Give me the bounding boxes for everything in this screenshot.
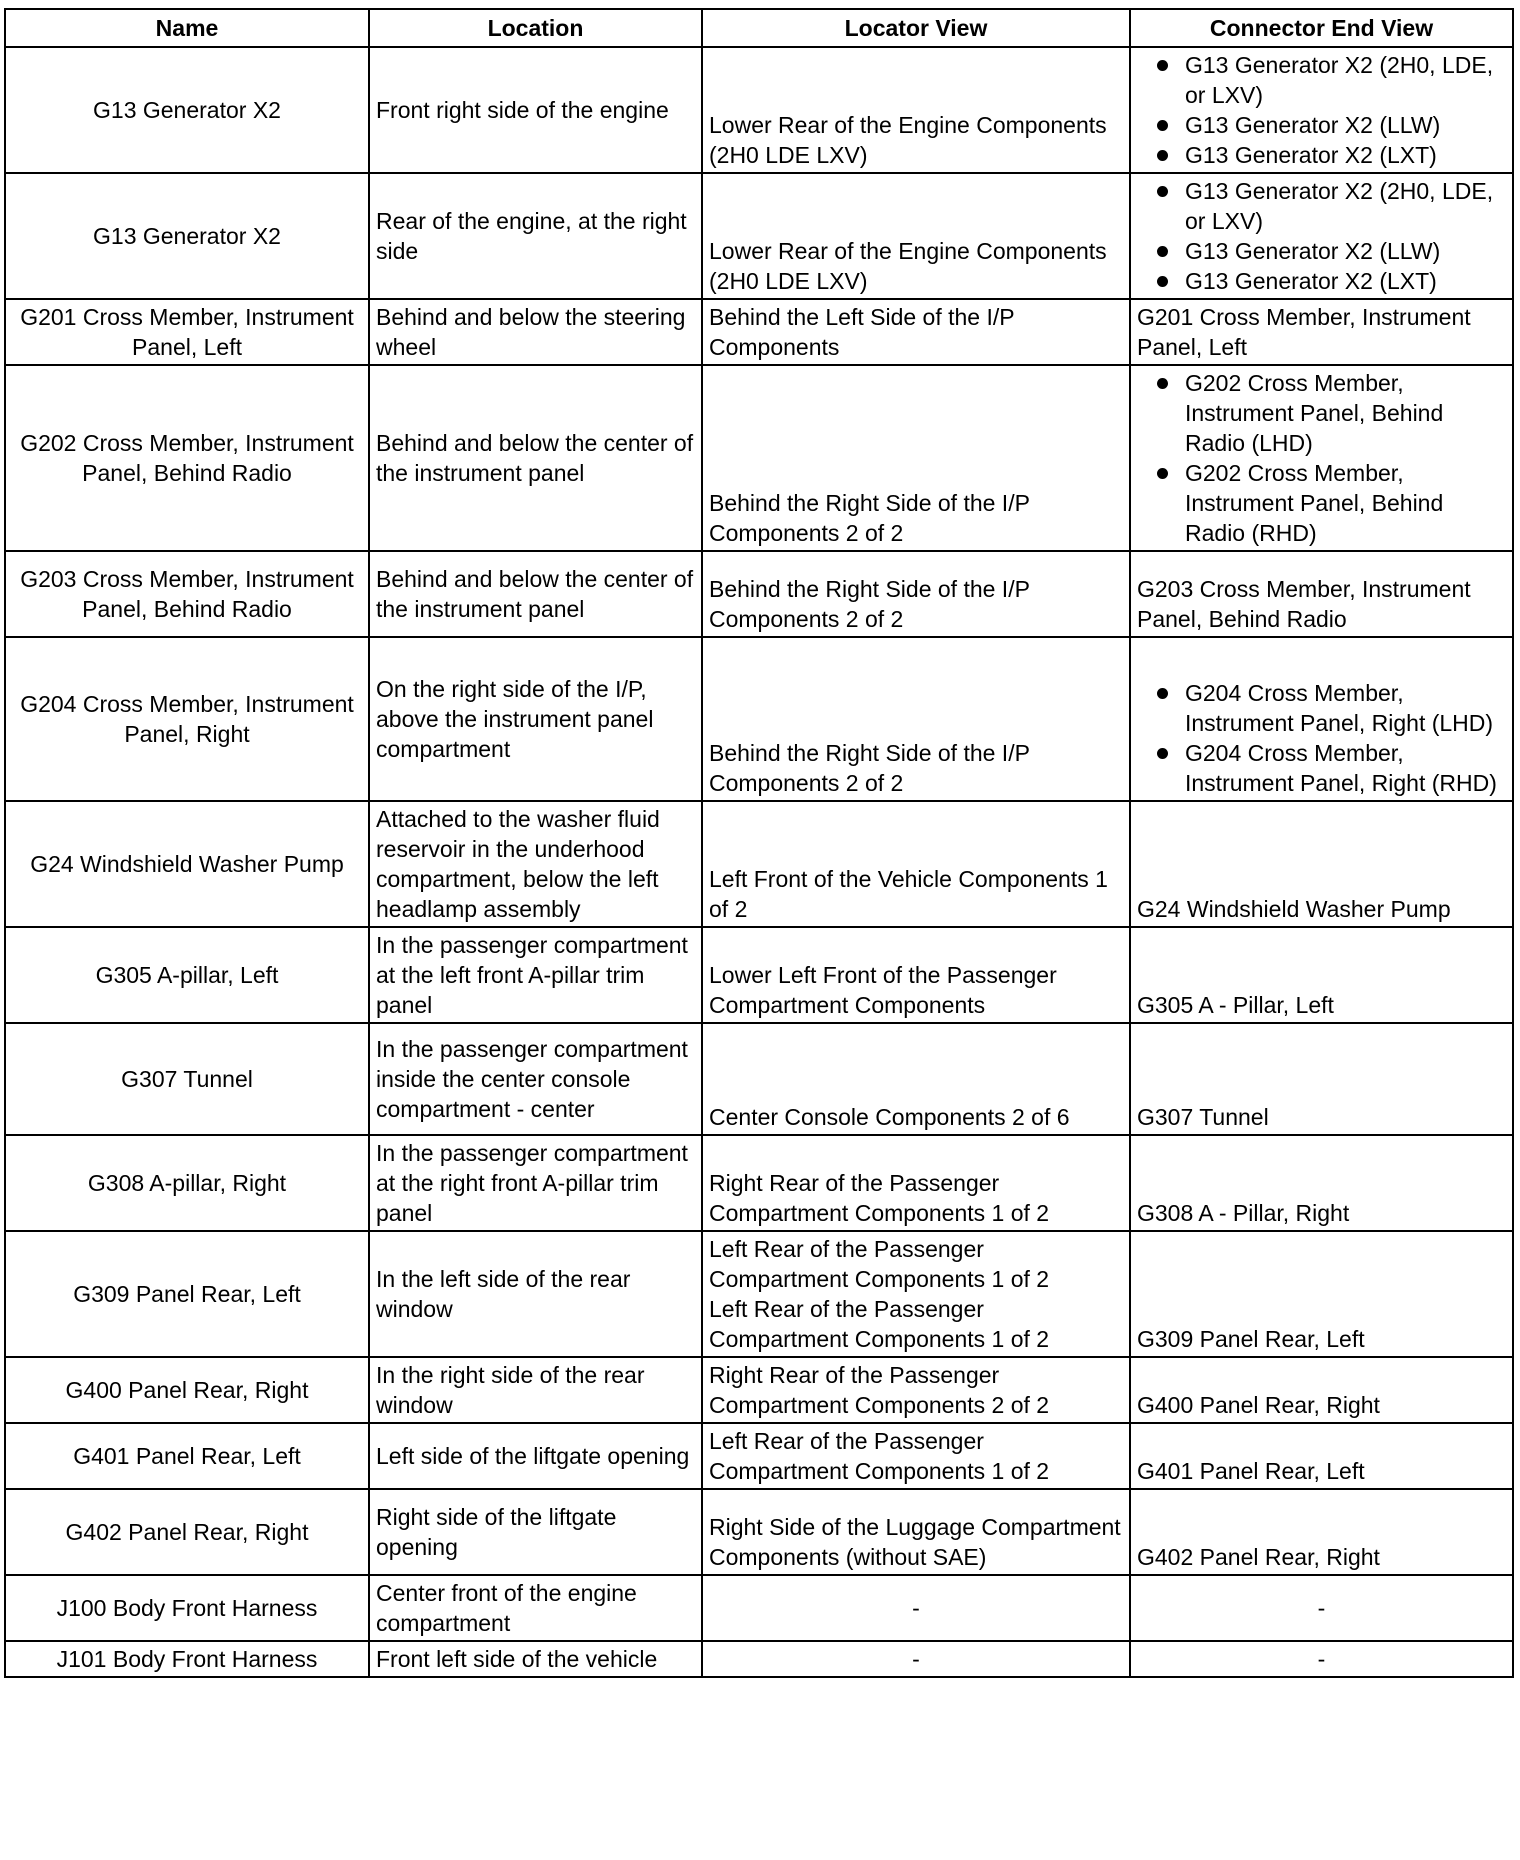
cell-locator-view	[702, 1231, 1130, 1357]
header-connector-end-view: Connector End View	[1130, 9, 1513, 47]
cell-connector-end-view	[1130, 637, 1513, 801]
header-locator-view: Locator View	[702, 9, 1130, 47]
cell-location: Rear of the engine, at the right side	[369, 173, 702, 299]
locator-view-link: Left Front of the Vehicle Components 1 of 2	[709, 866, 1108, 922]
locator-view-link: Center Console Components 2 of 6	[709, 1104, 1070, 1130]
bullet-icon	[1157, 60, 1168, 71]
cell-locator-view	[702, 365, 1130, 551]
table-row	[5, 1135, 1513, 1231]
cell-name: J100 Body Front Harness	[5, 1575, 369, 1641]
list-item	[1137, 678, 1506, 738]
header-location: Location	[369, 9, 702, 47]
cell-name: G24 Windshield Washer Pump	[5, 801, 369, 927]
connector-item-label: G13 Generator X2 (LLW)	[1185, 112, 1441, 138]
connector-list	[1137, 368, 1506, 548]
cell-name: G203 Cross Member, Instrument Panel, Behind Radio	[5, 551, 369, 637]
cell-name: G309 Panel Rear, Left	[5, 1231, 369, 1357]
bullet-icon	[1157, 378, 1168, 389]
table-row	[5, 1575, 1513, 1641]
cell-locator-view	[702, 1489, 1130, 1575]
locator-view-link: Behind the Left Side of the I/P Components	[709, 304, 1015, 360]
cell-connector-end-view: -	[1130, 1575, 1513, 1641]
connector-item-label: G13 Generator X2 (2H0, LDE, or LXV)	[1185, 178, 1494, 234]
cell-locator-view: -	[702, 1575, 1130, 1641]
table-row	[5, 1023, 1513, 1135]
connector-item-label: G204 Cross Member, Instrument Panel, Right (LHD)	[1185, 680, 1494, 736]
cell-locator-view	[702, 1135, 1130, 1231]
cell-locator-view	[702, 1423, 1130, 1489]
table-row	[5, 365, 1513, 551]
cell-connector-end-view: G309 Panel Rear, Left	[1130, 1231, 1513, 1357]
header-name: Name	[5, 9, 369, 47]
bullet-icon	[1157, 186, 1168, 197]
cell-name: J101 Body Front Harness	[5, 1641, 369, 1677]
cell-location: Behind and below the steering wheel	[369, 299, 702, 365]
list-item	[1137, 110, 1506, 140]
bullet-icon	[1157, 150, 1168, 161]
locator-view-link: Right Rear of the Passenger Compartment Components 1 of 2	[709, 1170, 1050, 1226]
cell-locator-view	[702, 173, 1130, 299]
bullet-icon	[1157, 688, 1168, 699]
list-item	[1137, 236, 1506, 266]
locator-view-link: Left Rear of the Passenger Compartment Components 1 of 2	[709, 1428, 1050, 1484]
list-item	[1137, 266, 1506, 296]
locator-view-link: Right Rear of the Passenger Compartment Components 2 of 2	[709, 1362, 1050, 1418]
cell-name: G402 Panel Rear, Right	[5, 1489, 369, 1575]
cell-name: G307 Tunnel	[5, 1023, 369, 1135]
cell-connector-end-view: -	[1130, 1641, 1513, 1677]
table-row	[5, 1641, 1513, 1677]
table-row	[5, 927, 1513, 1023]
connector-item-label: G13 Generator X2 (LXT)	[1185, 142, 1437, 168]
cell-locator-view	[702, 47, 1130, 173]
cell-locator-view	[702, 299, 1130, 365]
table-row	[5, 299, 1513, 365]
bullet-icon	[1157, 120, 1168, 131]
locator-view-link: Lower Rear of the Engine Components (2H0 LDE LXV)	[709, 238, 1107, 294]
locator-view-link: Behind the Right Side of the I/P Components 2 of 2	[709, 576, 1030, 632]
bullet-icon	[1157, 468, 1168, 479]
cell-name: G400 Panel Rear, Right	[5, 1357, 369, 1423]
table-row	[5, 173, 1513, 299]
cell-name: G308 A-pillar, Right	[5, 1135, 369, 1231]
table-header-row	[5, 9, 1513, 47]
cell-location: In the passenger compartment at the right front A-pillar trim panel	[369, 1135, 702, 1231]
list-item	[1137, 176, 1506, 236]
connector-list	[1137, 678, 1506, 798]
cell-location: Behind and below the center of the instrument panel	[369, 365, 702, 551]
cell-locator-view	[702, 637, 1130, 801]
cell-connector-end-view: G201 Cross Member, Instrument Panel, Left	[1130, 299, 1513, 365]
cell-location: Behind and below the center of the instrument panel	[369, 551, 702, 637]
cell-name: G305 A-pillar, Left	[5, 927, 369, 1023]
locator-view-link: Right Side of the Luggage Compartment Components (without SAE)	[709, 1514, 1121, 1570]
connector-item-label: G202 Cross Member, Instrument Panel, Behind Radio (RHD)	[1185, 460, 1444, 546]
list-item	[1137, 738, 1506, 798]
component-location-table	[4, 8, 1514, 1678]
cell-connector-end-view: G24 Windshield Washer Pump	[1130, 801, 1513, 927]
connector-list	[1137, 50, 1506, 170]
locator-view-link: Behind the Right Side of the I/P Components 2 of 2	[709, 490, 1030, 546]
connector-item-label: G204 Cross Member, Instrument Panel, Right (RHD)	[1185, 740, 1497, 796]
connector-item-label: G202 Cross Member, Instrument Panel, Behind Radio (LHD)	[1185, 370, 1444, 456]
locator-view-link: Lower Rear of the Engine Components (2H0 LDE LXV)	[709, 112, 1107, 168]
locator-view-link: Left Rear of the Passenger Compartment Components 1 of 2	[709, 1296, 1050, 1352]
cell-name: G13 Generator X2	[5, 173, 369, 299]
cell-location: In the passenger compartment inside the center console compartment - center	[369, 1023, 702, 1135]
cell-connector-end-view: G401 Panel Rear, Left	[1130, 1423, 1513, 1489]
bullet-icon	[1157, 246, 1168, 257]
connector-item-label: G13 Generator X2 (LLW)	[1185, 238, 1441, 264]
connector-list	[1137, 176, 1506, 296]
locator-view-link: Left Rear of the Passenger Compartment Components 1 of 2	[709, 1236, 1050, 1292]
list-item	[1137, 50, 1506, 110]
cell-name: G201 Cross Member, Instrument Panel, Left	[5, 299, 369, 365]
cell-connector-end-view: G402 Panel Rear, Right	[1130, 1489, 1513, 1575]
bullet-icon	[1157, 276, 1168, 287]
table-row	[5, 801, 1513, 927]
cell-name: G401 Panel Rear, Left	[5, 1423, 369, 1489]
cell-connector-end-view: G203 Cross Member, Instrument Panel, Behind Radio	[1130, 551, 1513, 637]
cell-connector-end-view	[1130, 173, 1513, 299]
bullet-icon	[1157, 748, 1168, 759]
table-row	[5, 1423, 1513, 1489]
cell-location: In the passenger compartment at the left front A-pillar trim panel	[369, 927, 702, 1023]
cell-location: In the right side of the rear window	[369, 1357, 702, 1423]
cell-locator-view	[702, 1357, 1130, 1423]
cell-name: G13 Generator X2	[5, 47, 369, 173]
cell-locator-view	[702, 927, 1130, 1023]
locator-view-link: Behind the Right Side of the I/P Components 2 of 2	[709, 740, 1030, 796]
cell-location: On the right side of the I/P, above the instrument panel compartment	[369, 637, 702, 801]
table-row	[5, 1231, 1513, 1357]
cell-locator-view: -	[702, 1641, 1130, 1677]
cell-connector-end-view	[1130, 365, 1513, 551]
list-item	[1137, 368, 1506, 458]
cell-location: Right side of the liftgate opening	[369, 1489, 702, 1575]
cell-location: In the left side of the rear window	[369, 1231, 702, 1357]
cell-connector-end-view	[1130, 47, 1513, 173]
table-row	[5, 551, 1513, 637]
cell-connector-end-view: G305 A - Pillar, Left	[1130, 927, 1513, 1023]
table-row	[5, 1489, 1513, 1575]
list-item	[1137, 140, 1506, 170]
cell-name: G204 Cross Member, Instrument Panel, Right	[5, 637, 369, 801]
list-item	[1137, 458, 1506, 548]
table-row	[5, 1357, 1513, 1423]
connector-item-label: G13 Generator X2 (2H0, LDE, or LXV)	[1185, 52, 1494, 108]
cell-locator-view	[702, 551, 1130, 637]
cell-name: G202 Cross Member, Instrument Panel, Behind Radio	[5, 365, 369, 551]
cell-location: Left side of the liftgate opening	[369, 1423, 702, 1489]
cell-location: Front left side of the vehicle	[369, 1641, 702, 1677]
table-row	[5, 47, 1513, 173]
cell-location: Attached to the washer fluid reservoir in the underhood compartment, below the left headlamp assembly	[369, 801, 702, 927]
cell-location: Center front of the engine compartment	[369, 1575, 702, 1641]
cell-connector-end-view: G307 Tunnel	[1130, 1023, 1513, 1135]
cell-connector-end-view: G400 Panel Rear, Right	[1130, 1357, 1513, 1423]
connector-item-label: G13 Generator X2 (LXT)	[1185, 268, 1437, 294]
cell-location: Front right side of the engine	[369, 47, 702, 173]
cell-locator-view	[702, 1023, 1130, 1135]
table-body	[5, 47, 1513, 1677]
table-row	[5, 637, 1513, 801]
cell-locator-view	[702, 801, 1130, 927]
cell-connector-end-view: G308 A - Pillar, Right	[1130, 1135, 1513, 1231]
component-table-container	[4, 8, 1514, 1678]
locator-view-link: Lower Left Front of the Passenger Compartment Components	[709, 962, 1057, 1018]
